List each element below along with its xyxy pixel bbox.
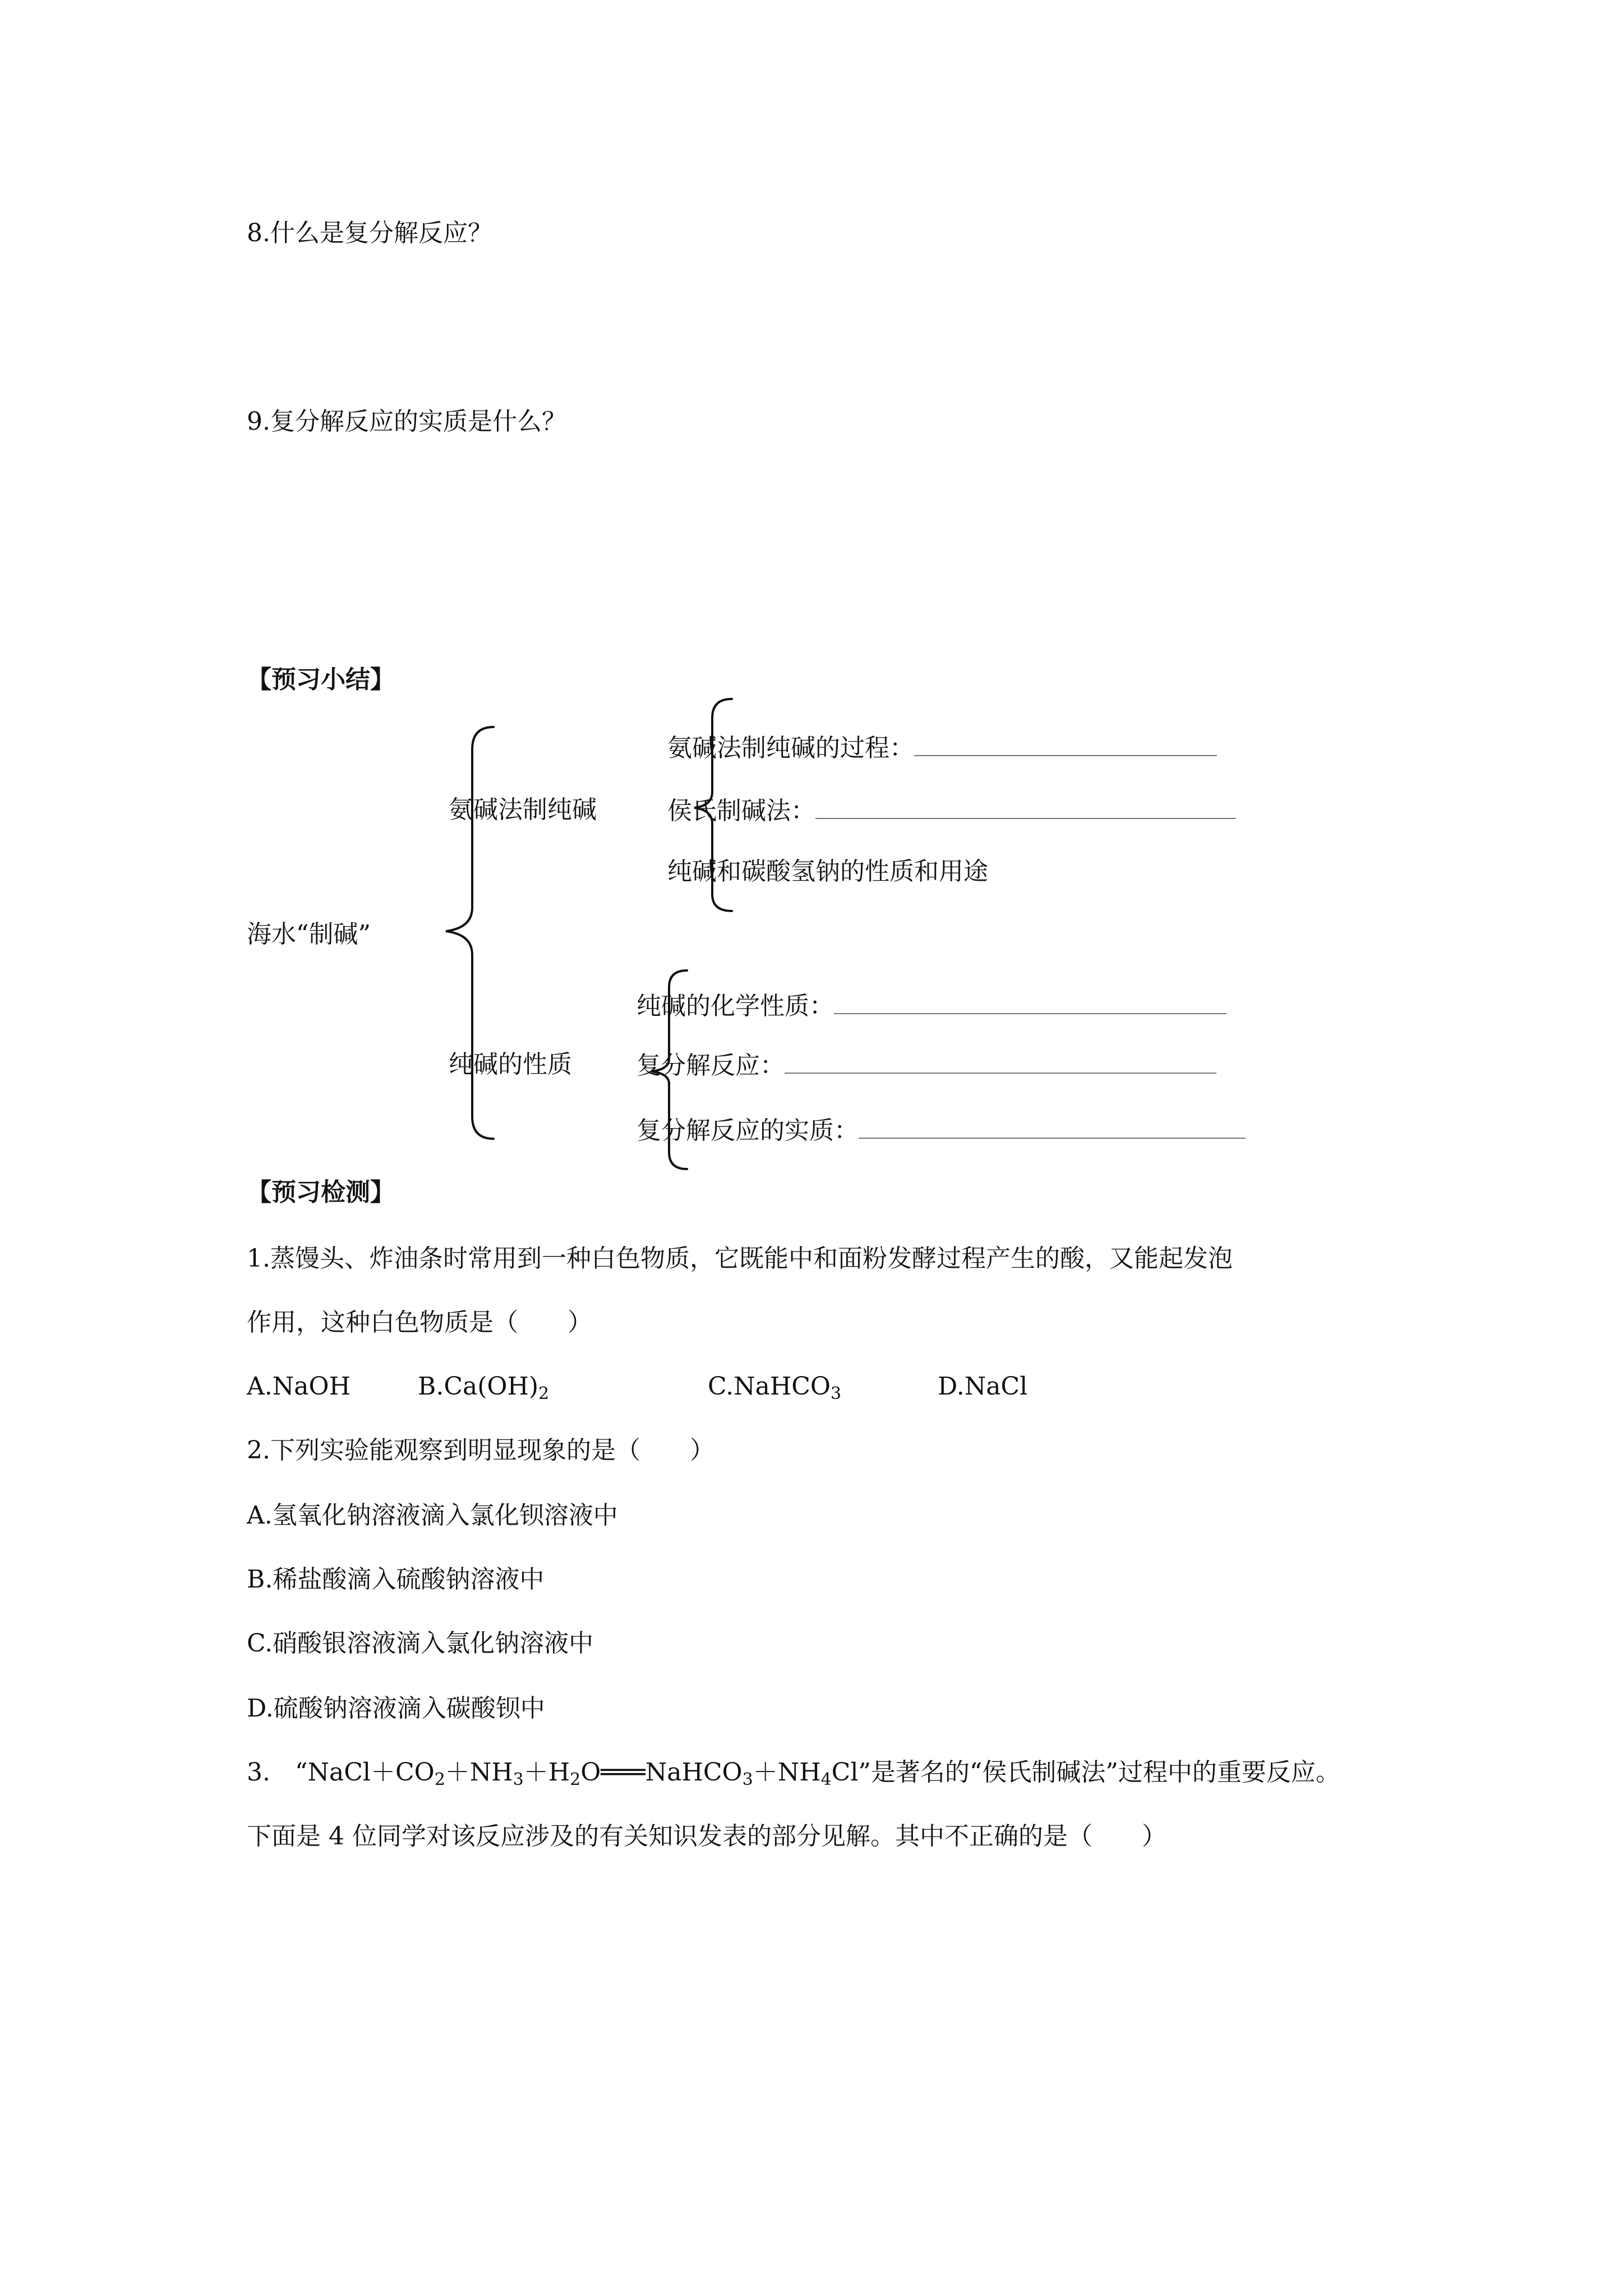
q2-option-b: B.稀盐酸滴入硫酸钠溶液中	[247, 1565, 545, 1594]
answer-blank[interactable]	[815, 793, 1236, 819]
q1-option-b: $B.Ca(OH)_2$	[418, 1372, 550, 1404]
q2-option-d: D.硫酸钠溶液滴入碳酸钡中	[247, 1694, 545, 1723]
q2-option-a: A.氢氧化钠溶液滴入氯化钡溶液中	[247, 1501, 618, 1530]
question-9: 9.复分解反应的实质是什么？	[247, 407, 566, 436]
branch2-item-3: 复分解反应的实质：	[637, 1113, 1246, 1148]
q1-line-2: 作用，这种白色物质是（ ）	[247, 1308, 592, 1337]
q3-line-2: 下面是 4 位同学对该反应涉及的有关知识发表的部分见解。其中不正确的是（ ）	[247, 1822, 1166, 1851]
branch2-item-2: 复分解反应：	[637, 1048, 1216, 1083]
branch2-item-1: 纯碱的化学性质：	[637, 988, 1227, 1023]
summary-root: 海水“制碱”	[247, 920, 371, 949]
q2-stem: 2.下列实验能观察到明显现象的是（ ）	[247, 1436, 714, 1465]
answer-blank[interactable]	[859, 1113, 1246, 1139]
answer-blank[interactable]	[914, 730, 1217, 756]
q3-line-1: 3. “$NaCl+CO_2+NH_3+H_2O═══NaHCO_3+NH_4Cl$”是著名的“侯氏制碱法”过程中的重要反应。	[247, 1758, 1340, 1789]
check-heading: 【预习检测】	[247, 1178, 395, 1207]
q1-line-1: 1.蒸馒头、炸油条时常用到一种白色物质，它既能中和面粉发酵过程产生的酸，又能起发泡	[247, 1244, 1233, 1273]
branch2-label: 纯碱的性质	[449, 1050, 572, 1079]
q2-option-c: C.硝酸银溶液滴入氯化钠溶液中	[247, 1629, 594, 1658]
q1-option-c: C.NaHCO$_3$	[708, 1372, 842, 1404]
branch1-item-2: 侯氏制碱法：	[667, 793, 1236, 828]
answer-blank[interactable]	[834, 988, 1227, 1014]
branch1-item-3: 纯碱和碳酸氢钠的性质和用途	[667, 857, 988, 886]
summary-heading: 【预习小结】	[247, 665, 395, 694]
q1-option-d: D.NaCl	[938, 1372, 1028, 1401]
q1-option-a: A.NaOH	[247, 1372, 351, 1401]
answer-blank[interactable]	[785, 1048, 1216, 1074]
branch1-label: 氨碱法制纯碱	[449, 795, 597, 824]
branch1-item-1: 氨碱法制纯碱的过程：	[667, 730, 1217, 765]
question-8: 8.什么是复分解反应？	[247, 219, 492, 247]
